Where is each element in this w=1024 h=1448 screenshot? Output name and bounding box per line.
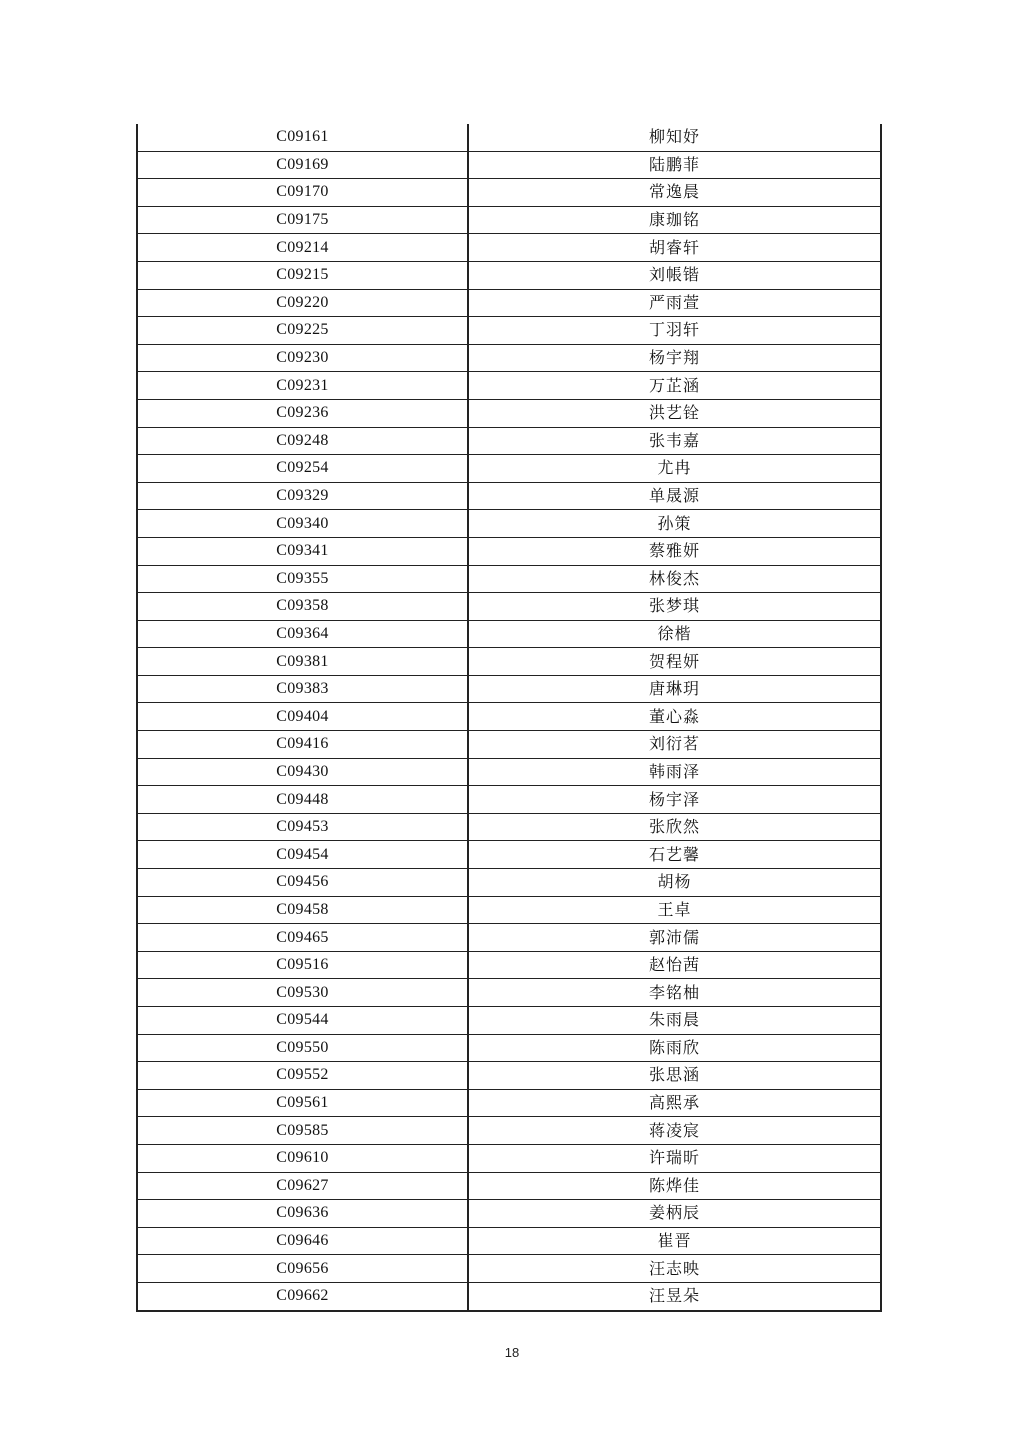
student-name-cell: 汪志映: [468, 1255, 881, 1283]
student-name-cell: 单晟源: [468, 482, 881, 510]
student-id-cell: C09456: [137, 869, 468, 897]
table-row: [137, 620, 881, 648]
table-row: [137, 731, 881, 759]
table-row: [137, 924, 881, 952]
student-name-cell: 尤冉: [468, 455, 881, 483]
student-id-cell: C09516: [137, 951, 468, 979]
student-name-cell: 汪昱朵: [468, 1282, 881, 1310]
student-id-cell: C09453: [137, 813, 468, 841]
student-name-cell: 许瑞昕: [468, 1144, 881, 1172]
student-id-cell: C09448: [137, 786, 468, 814]
student-name-cell: 蔡雅妍: [468, 537, 881, 565]
table-row: [137, 206, 881, 234]
student-name-cell: 陈雨欣: [468, 1034, 881, 1062]
table-row: [137, 482, 881, 510]
student-id-cell: C09215: [137, 261, 468, 289]
student-id-cell: C09530: [137, 979, 468, 1007]
table-row: [137, 675, 881, 703]
table-row: [137, 593, 881, 621]
student-id-cell: C09656: [137, 1255, 468, 1283]
student-id-cell: C09364: [137, 620, 468, 648]
student-id-cell: C09175: [137, 206, 468, 234]
student-name-cell: 刘帳锴: [468, 261, 881, 289]
student-name-cell: 张梦琪: [468, 593, 881, 621]
student-name-cell: 张思涵: [468, 1062, 881, 1090]
student-name-cell: 徐楷: [468, 620, 881, 648]
student-name-cell: 陈烨佳: [468, 1172, 881, 1200]
table-row: [137, 1200, 881, 1228]
student-id-cell: C09231: [137, 372, 468, 400]
student-id-cell: C09341: [137, 537, 468, 565]
student-id-cell: C09230: [137, 344, 468, 372]
table-row: [137, 289, 881, 317]
student-id-cell: C09248: [137, 427, 468, 455]
table-row: [137, 1034, 881, 1062]
student-id-cell: C09416: [137, 731, 468, 759]
student-id-cell: C09169: [137, 151, 468, 179]
student-name-cell: 朱雨晨: [468, 1007, 881, 1035]
student-id-cell: C09550: [137, 1034, 468, 1062]
table-row: [137, 234, 881, 262]
student-id-cell: C09381: [137, 648, 468, 676]
student-name-cell: 唐琳玥: [468, 675, 881, 703]
student-name-cell: 胡杨: [468, 869, 881, 897]
student-id-cell: C09220: [137, 289, 468, 317]
student-id-cell: C09225: [137, 317, 468, 345]
student-name-cell: 孙策: [468, 510, 881, 538]
table-row: [137, 951, 881, 979]
student-name-cell: 高熙承: [468, 1089, 881, 1117]
student-name-cell: 石艺馨: [468, 841, 881, 869]
student-name-cell: 胡睿轩: [468, 234, 881, 262]
student-name-cell: 姜柄辰: [468, 1200, 881, 1228]
table-row: [137, 1227, 881, 1255]
table-row: [137, 896, 881, 924]
student-id-cell: C09170: [137, 179, 468, 207]
student-name-cell: 张欣然: [468, 813, 881, 841]
table-row: [137, 1117, 881, 1145]
student-name-cell: 康珈铭: [468, 206, 881, 234]
student-name-cell: 陆鹏菲: [468, 151, 881, 179]
student-id-cell: C09340: [137, 510, 468, 538]
table-row: [137, 399, 881, 427]
table-row: [137, 565, 881, 593]
student-id-cell: C09544: [137, 1007, 468, 1035]
student-id-cell: C09585: [137, 1117, 468, 1145]
student-id-cell: C09358: [137, 593, 468, 621]
student-name-cell: 李铭柚: [468, 979, 881, 1007]
table-row: [137, 372, 881, 400]
student-id-cell: C09214: [137, 234, 468, 262]
table-row: [137, 786, 881, 814]
table-row: [137, 1062, 881, 1090]
student-name-cell: 万芷涵: [468, 372, 881, 400]
table-row: [137, 979, 881, 1007]
student-name-cell: 贺程妍: [468, 648, 881, 676]
student-id-cell: C09646: [137, 1227, 468, 1255]
table-row: [137, 813, 881, 841]
student-id-cell: C09627: [137, 1172, 468, 1200]
student-name-cell: 刘衍茗: [468, 731, 881, 759]
student-id-cell: C09561: [137, 1089, 468, 1117]
student-id-cell: C09465: [137, 924, 468, 952]
student-name-cell: 林俊杰: [468, 565, 881, 593]
student-id-cell: C09610: [137, 1144, 468, 1172]
table-row: [137, 510, 881, 538]
student-name-cell: 杨宇翔: [468, 344, 881, 372]
table-row: [137, 1007, 881, 1035]
student-id-cell: C09636: [137, 1200, 468, 1228]
table-row: [137, 841, 881, 869]
student-id-cell: C09254: [137, 455, 468, 483]
table-row: [137, 648, 881, 676]
table-row: [137, 344, 881, 372]
student-name-cell: 常逸晨: [468, 179, 881, 207]
student-id-cell: C09552: [137, 1062, 468, 1090]
table-row: [137, 1282, 881, 1310]
table-row: [137, 427, 881, 455]
table-row: [137, 455, 881, 483]
page-number: 18: [504, 1345, 520, 1360]
student-name-cell: 洪艺铨: [468, 399, 881, 427]
roster-table: [136, 124, 882, 1312]
table-row: [137, 758, 881, 786]
student-name-cell: 赵怡茜: [468, 951, 881, 979]
student-name-cell: 郭沛儒: [468, 924, 881, 952]
student-name-cell: 丁羽轩: [468, 317, 881, 345]
student-id-cell: C09383: [137, 675, 468, 703]
student-id-cell: C09329: [137, 482, 468, 510]
student-id-cell: C09458: [137, 896, 468, 924]
student-name-cell: 柳知妤: [468, 124, 881, 151]
student-id-cell: C09161: [137, 124, 468, 151]
table-row: [137, 1172, 881, 1200]
student-name-cell: 董心淼: [468, 703, 881, 731]
student-id-cell: C09454: [137, 841, 468, 869]
student-id-cell: C09236: [137, 399, 468, 427]
student-id-cell: C09662: [137, 1282, 468, 1310]
student-name-cell: 崔晋: [468, 1227, 881, 1255]
table-row: [137, 151, 881, 179]
student-name-cell: 韩雨泽: [468, 758, 881, 786]
student-name-cell: 杨宇泽: [468, 786, 881, 814]
table-row: [137, 1255, 881, 1283]
table-row: [137, 703, 881, 731]
roster-table-body: [137, 124, 881, 1311]
student-name-cell: 严雨萱: [468, 289, 881, 317]
table-row: [137, 261, 881, 289]
table-row: [137, 1144, 881, 1172]
student-name-cell: 蒋凌宸: [468, 1117, 881, 1145]
student-name-cell: 张韦嘉: [468, 427, 881, 455]
table-row: [137, 124, 881, 151]
table-row: [137, 317, 881, 345]
student-name-cell: 王卓: [468, 896, 881, 924]
student-id-cell: C09355: [137, 565, 468, 593]
table-row: [137, 1089, 881, 1117]
table-row: [137, 537, 881, 565]
student-id-cell: C09404: [137, 703, 468, 731]
table-row: [137, 179, 881, 207]
student-id-cell: C09430: [137, 758, 468, 786]
table-row: [137, 869, 881, 897]
